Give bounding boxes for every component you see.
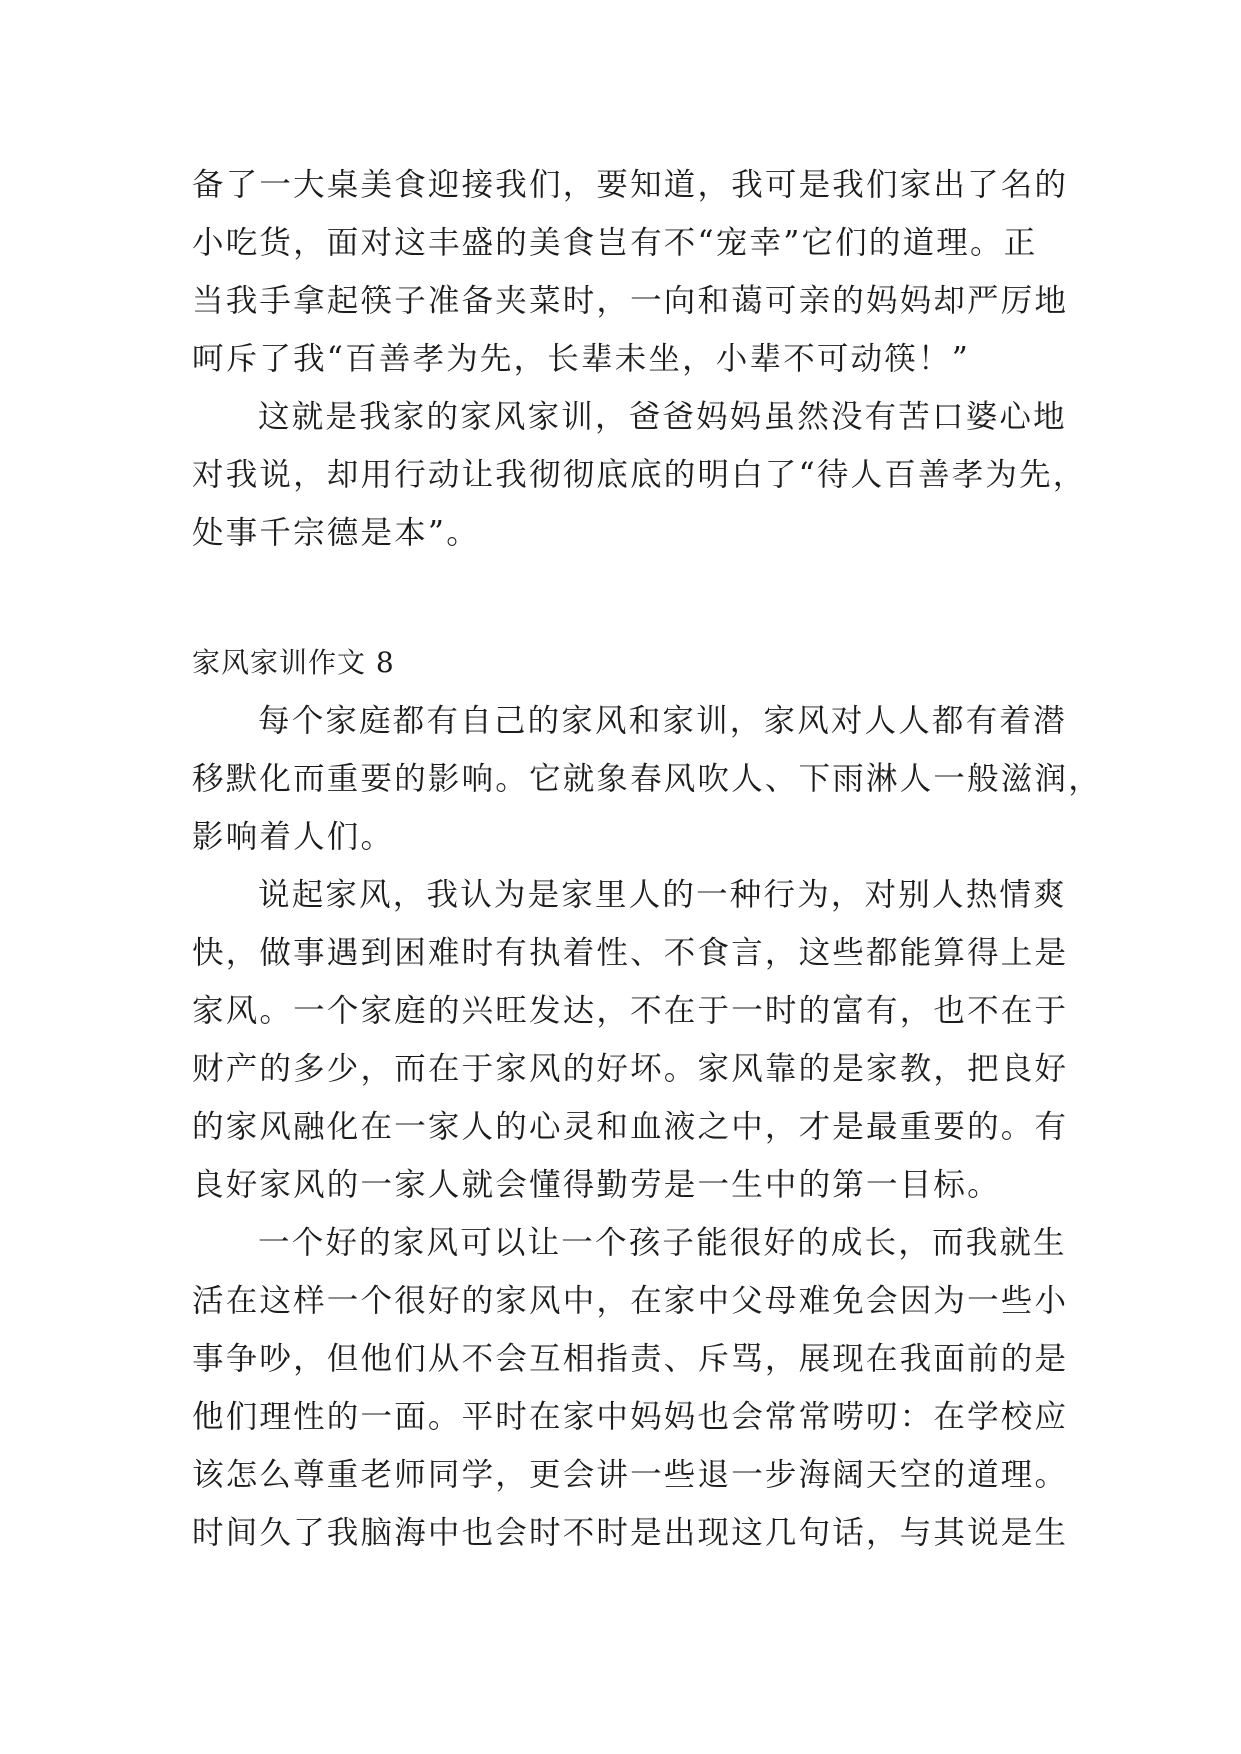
text-line: 每个家庭都有自己的家风和家训，家风对人人都有着潜 xyxy=(258,703,1067,739)
text-line: 该怎么尊重老师同学，更会讲一些退一步海阔天空的道理。 xyxy=(192,1457,1069,1493)
text-line: 对我说，却用行动让我彻彻底底的明白了“待人百善孝为先， xyxy=(192,457,1087,493)
paragraph xyxy=(192,1214,1069,1562)
text-line: 时间久了我脑海中也会时不时是出现这几句话，与其说是生 xyxy=(192,1515,1069,1551)
paragraph xyxy=(192,388,1087,562)
text-line: 当我手拿起筷子准备夹菜时，一向和蔼可亲的妈妈却严厉地 xyxy=(192,283,1069,319)
paragraph xyxy=(192,692,1102,866)
text-line: 移默化而重要的影响。它就象春风吹人、下雨淋人一般滋润， xyxy=(192,761,1102,797)
text-line: 良好家风的一家人就会懂得勤劳是一生中的第一目标。 xyxy=(192,1167,1001,1203)
text-line: 的家风融化在一家人的心灵和血液之中，才是最重要的。有 xyxy=(192,1109,1069,1145)
text-line: 活在这样一个很好的家风中，在家中父母难免会因为一些小 xyxy=(192,1283,1069,1319)
text-line: 快，做事遇到困难时有执着性、不食言，这些都能算得上是 xyxy=(192,935,1069,971)
document-body xyxy=(192,156,1102,1562)
text-line: 这就是我家的家风家训，爸爸妈妈虽然没有苦口婆心地 xyxy=(258,399,1067,435)
paragraph xyxy=(192,866,1069,1214)
section-heading: 家风家训作文 8 xyxy=(192,646,395,679)
text-line: 处事千宗德是本”。 xyxy=(192,515,480,551)
text-line: 备了一大桌美食迎接我们，要知道，我可是我们家出了名的 xyxy=(192,167,1069,203)
text-line: 说起家风，我认为是家里人的一种行为，对别人热情爽 xyxy=(258,877,1067,913)
text-line: 影响着人们。 xyxy=(192,819,395,855)
text-line: 财产的多少，而在于家风的好坏。家风靠的是家教，把良好 xyxy=(192,1051,1069,1087)
text-line: 家风。一个家庭的兴旺发达，不在于一时的富有，也不在于 xyxy=(192,993,1069,1029)
text-line: 小吃货，面对这丰盛的美食岂有不“宠幸”它们的道理。正 xyxy=(192,225,1038,261)
section-gap xyxy=(192,562,1052,634)
paragraph-continued xyxy=(192,156,1069,388)
text-line: 他们理性的一面。平时在家中妈妈也会常常唠叨：在学校应 xyxy=(192,1399,1069,1435)
text-line: 呵斥了我“百善孝为先，长辈未坐，小辈不可动筷！” xyxy=(192,341,971,377)
text-line: 事争吵，但他们从不会互相指责、斥骂，展现在我面前的是 xyxy=(192,1341,1069,1377)
text-line: 一个好的家风可以让一个孩子能很好的成长，而我就生 xyxy=(258,1225,1067,1261)
